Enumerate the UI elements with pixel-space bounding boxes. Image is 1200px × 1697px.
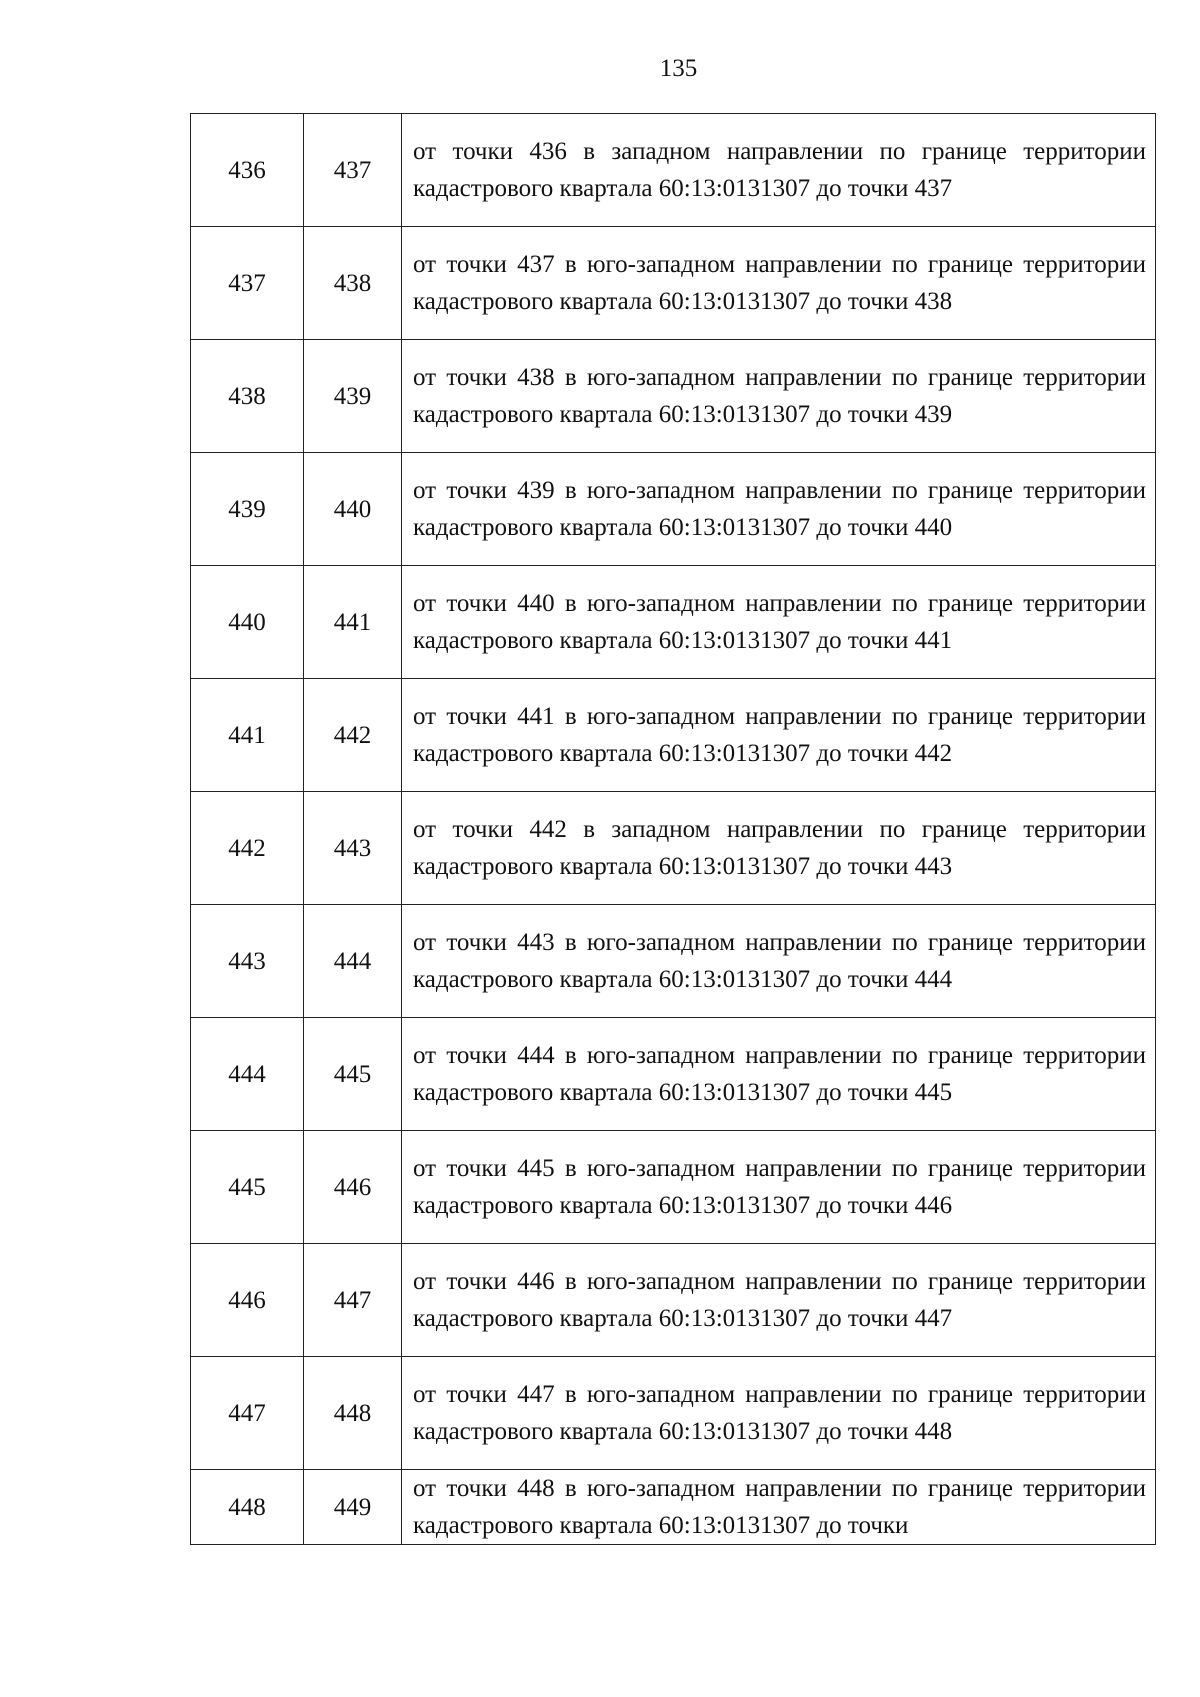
from-point-cell: 446 <box>191 1244 304 1357</box>
to-point-cell: 445 <box>304 1018 402 1131</box>
table-row <box>191 566 1156 679</box>
table-row <box>191 227 1156 340</box>
table-row <box>191 1244 1156 1357</box>
from-point-cell: 437 <box>191 227 304 340</box>
to-point-cell: 439 <box>304 340 402 453</box>
from-point-cell: 447 <box>191 1357 304 1470</box>
from-point-cell: 440 <box>191 566 304 679</box>
table-row <box>191 679 1156 792</box>
to-point-cell: 449 <box>304 1470 402 1545</box>
from-point-cell: 442 <box>191 792 304 905</box>
from-point-cell: 438 <box>191 340 304 453</box>
from-point-cell: 439 <box>191 453 304 566</box>
description-cell: от точки 441 в юго-западном направлении по границе территории кадастрового квартала 60:13:0131307 до точки 442 <box>402 679 1156 792</box>
description-cell: от точки 447 в юго-западном направлении по границе территории кадастрового квартала 60:13:0131307 до точки 448 <box>402 1357 1156 1470</box>
table-row <box>191 1357 1156 1470</box>
to-point-cell: 447 <box>304 1244 402 1357</box>
to-point-cell: 441 <box>304 566 402 679</box>
to-point-cell: 440 <box>304 453 402 566</box>
description-cell: от точки 438 в юго-западном направлении по границе территории кадастрового квартала 60:13:0131307 до точки 439 <box>402 340 1156 453</box>
description-cell: от точки 442 в западном направлении по границе территории кадастрового квартала 60:13:0131307 до точки 443 <box>402 792 1156 905</box>
description-cell: от точки 440 в юго-западном направлении по границе территории кадастрового квартала 60:13:0131307 до точки 441 <box>402 566 1156 679</box>
description-cell: от точки 443 в юго-западном направлении по границе территории кадастрового квартала 60:13:0131307 до точки 444 <box>402 905 1156 1018</box>
table-row <box>191 1018 1156 1131</box>
to-point-cell: 448 <box>304 1357 402 1470</box>
description-cell: от точки 437 в юго-западном направлении по границе территории кадастрового квартала 60:13:0131307 до точки 438 <box>402 227 1156 340</box>
table-row <box>191 340 1156 453</box>
table-row <box>191 905 1156 1018</box>
table-row <box>191 1470 1156 1545</box>
to-point-cell: 444 <box>304 905 402 1018</box>
boundary-description-table <box>190 113 1156 1545</box>
from-point-cell: 445 <box>191 1131 304 1244</box>
from-point-cell: 441 <box>191 679 304 792</box>
description-cell: от точки 439 в юго-западном направлении по границе территории кадастрового квартала 60:13:0131307 до точки 440 <box>402 453 1156 566</box>
table-row <box>191 792 1156 905</box>
table-row <box>191 114 1156 227</box>
description-cell: от точки 444 в юго-западном направлении по границе территории кадастрового квартала 60:13:0131307 до точки 445 <box>402 1018 1156 1131</box>
description-cell: от точки 448 в юго-западном направлении по границе территории кадастрового квартала 60:13:0131307 до точки <box>402 1470 1156 1545</box>
to-point-cell: 443 <box>304 792 402 905</box>
from-point-cell: 443 <box>191 905 304 1018</box>
to-point-cell: 437 <box>304 114 402 227</box>
description-cell: от точки 445 в юго-западном направлении по границе территории кадастрового квартала 60:13:0131307 до точки 446 <box>402 1131 1156 1244</box>
table-row <box>191 453 1156 566</box>
from-point-cell: 436 <box>191 114 304 227</box>
page-number: 135 <box>659 55 698 82</box>
to-point-cell: 442 <box>304 679 402 792</box>
from-point-cell: 448 <box>191 1470 304 1545</box>
to-point-cell: 438 <box>304 227 402 340</box>
description-cell: от точки 446 в юго-западном направлении по границе территории кадастрового квартала 60:13:0131307 до точки 447 <box>402 1244 1156 1357</box>
table-row <box>191 1131 1156 1244</box>
description-cell: от точки 436 в западном направлении по границе территории кадастрового квартала 60:13:0131307 до точки 437 <box>402 114 1156 227</box>
from-point-cell: 444 <box>191 1018 304 1131</box>
to-point-cell: 446 <box>304 1131 402 1244</box>
